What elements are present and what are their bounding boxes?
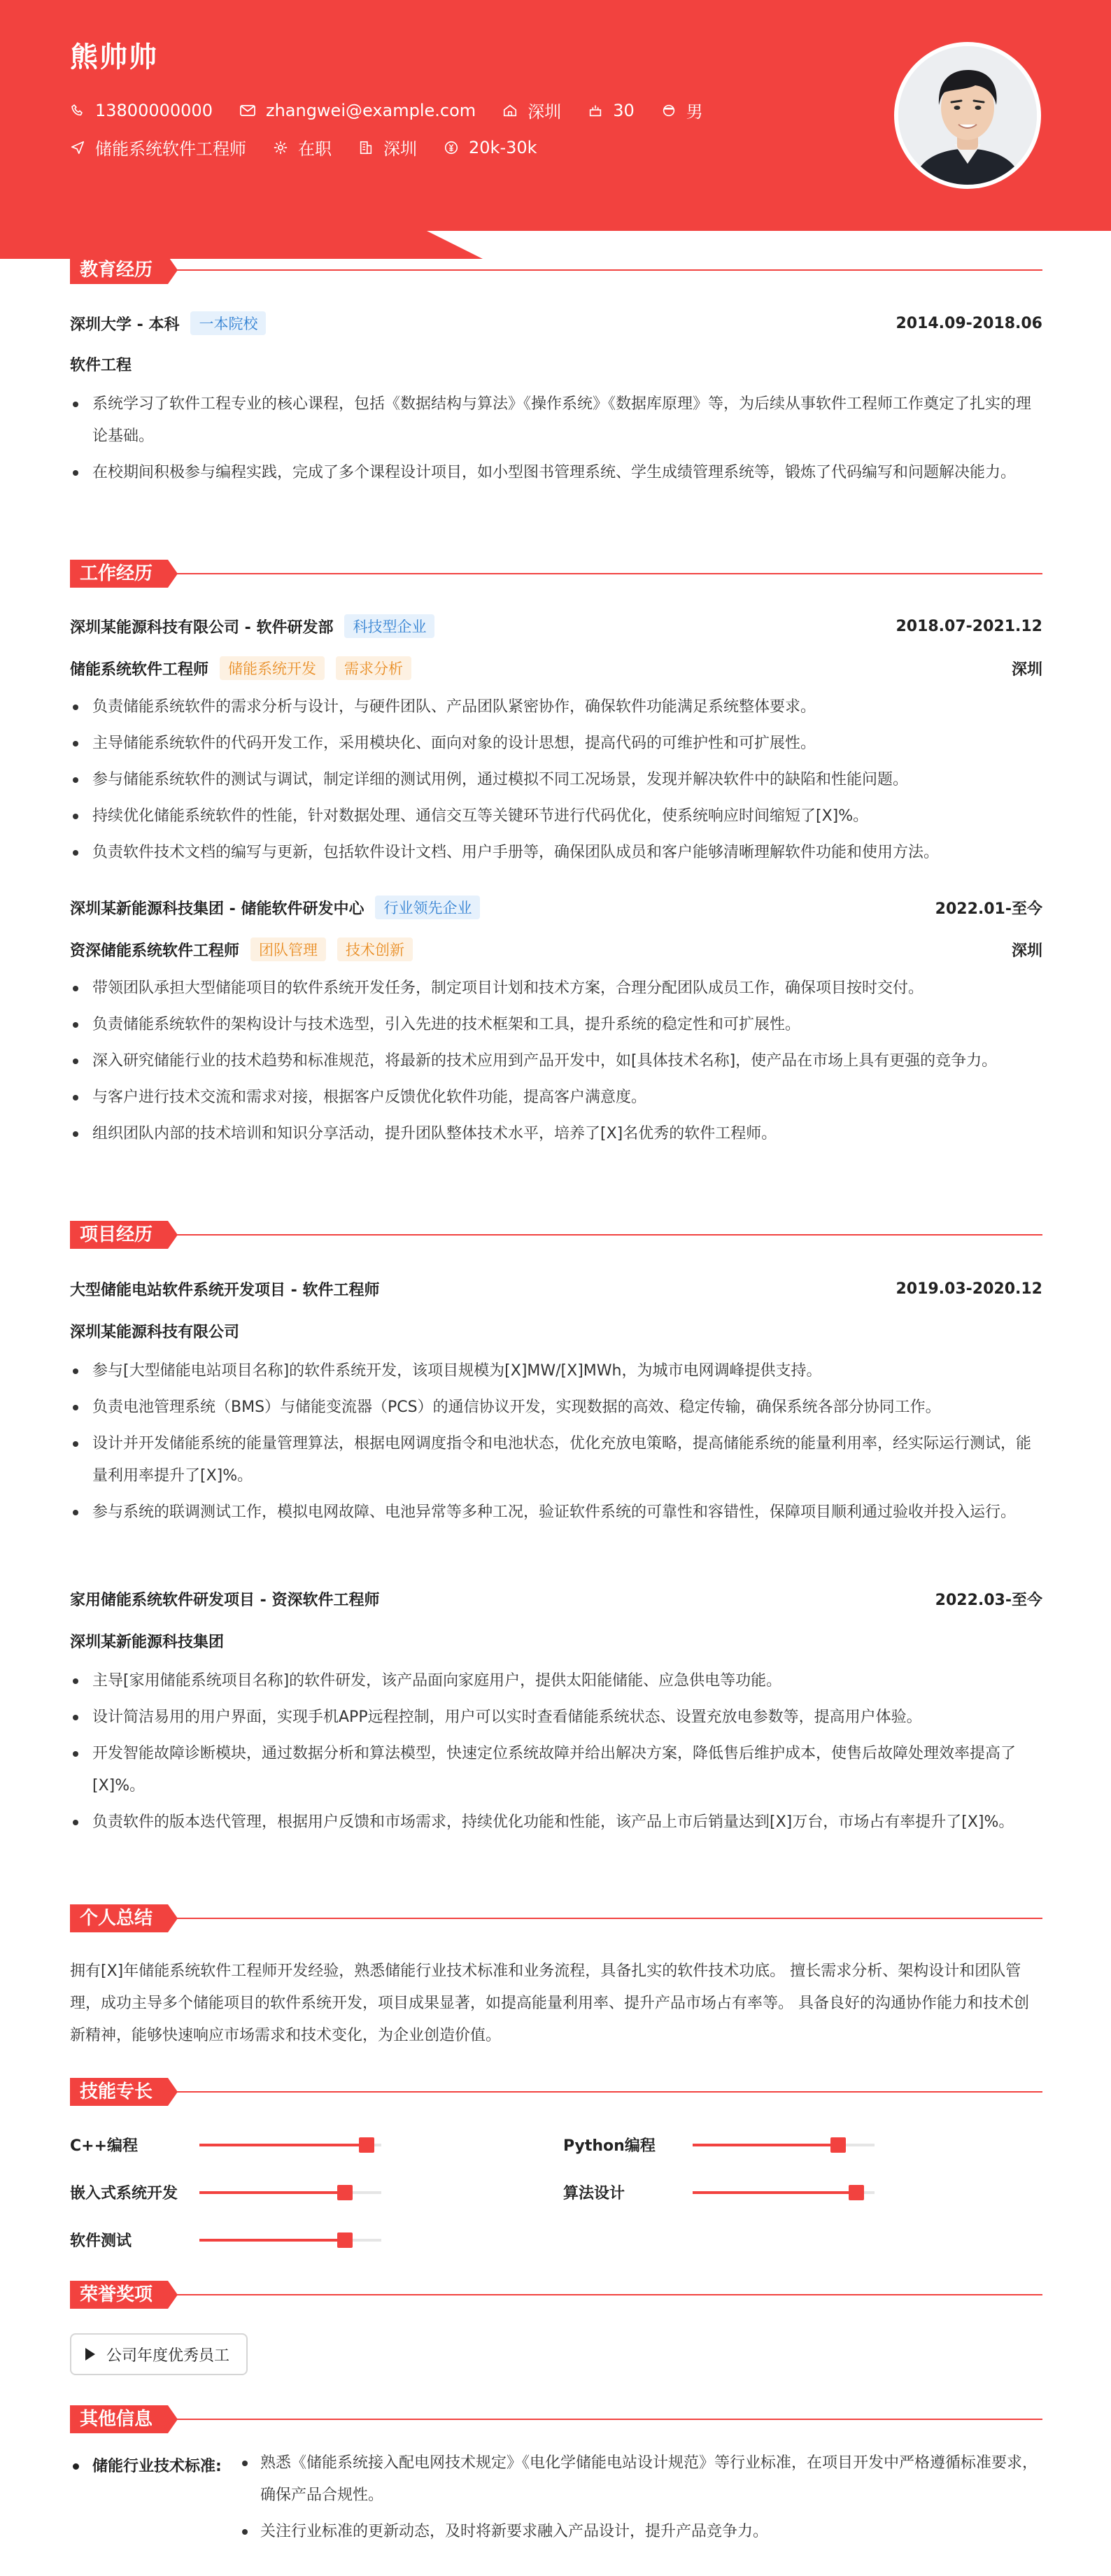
honor-label: 公司年度优秀员工 [106,2347,230,2365]
skill-row [563,2134,875,2156]
role: 储能系统软件工程师 [70,660,209,679]
target-city-text: 深圳 [383,139,417,159]
age-item [588,101,635,120]
list-item: 持续优化储能系统软件的性能，针对数据处理、通信交互等关键环节进行代码优化，使系统响应时间缩短了[X]%。 [70,800,1042,833]
skill-bar-knob [337,2232,353,2248]
role-tag: 储能系统开发 [220,656,325,680]
phone-text: 13800000000 [95,100,213,120]
list-item: 开发智能故障诊断模块，通过数据分析和算法模型，快速定位系统故障并给出解决方案，降低售后维护成本，使售后故障处理效率提高了[X]%。 [70,1738,1042,1802]
list-item: 负责软件技术文档的编写与更新，包括软件设计文档、用户手册等，确保团队成员和客户能够清晰理解软件功能和使用方法。 [70,837,1042,869]
section-divider [175,2091,1042,2093]
skill-label: 软件测试 [70,2232,132,2250]
list-item: 参与储能系统软件的测试与调试，制定详细的测试用例，通过模拟不同工况场景，发现并解决软件中的缺陷和性能问题。 [70,764,1042,796]
project-2-header [70,1588,1042,1610]
work-2-header [70,896,1042,919]
project-1-org-row [70,1320,1042,1342]
city-item [502,98,561,122]
skill-bar-fill [199,2191,345,2194]
project-period: 2019.03-2020.12 [896,1280,1042,1298]
candidate-name: 熊帅帅 [70,41,158,73]
target-city-item [358,135,417,160]
skill-label: Python编程 [563,2137,656,2155]
list-item: 与客户进行技术交流和需求对接，根据客户反馈优化软件功能，提高客户满意度。 [70,1082,1042,1114]
list-item: 负责电池管理系统（BMS）与储能变流器（PCS）的通信协议开发，实现数据的高效、稳定传输，确保系统各部分协同工作。 [70,1392,1042,1424]
project-org: 深圳某能源科技有限公司 [70,1324,240,1341]
list-item: 参与系统的联调测试工作，模拟电网故障、电池异常等多种工况，验证软件系统的可靠性和容错性，保障项目顺利通过验收并投入运行。 [70,1496,1042,1529]
phone-icon [70,103,85,118]
job-intent-row [70,135,564,160]
section-divider [175,1918,1042,1919]
company-tag: 科技型企业 [344,614,434,638]
list-item: 主导[家用储能系统项目名称]的软件研发，该产品面向家庭用户，提供太阳能储能、应急供电等功能。 [70,1665,1042,1697]
honor-item [70,2333,248,2375]
skill-bar [199,2239,381,2242]
section-divider [175,573,1042,574]
play-icon [85,2348,95,2361]
section-divider [175,2294,1042,2295]
list-item: 负责储能系统软件的需求分析与设计，与硬件团队、产品团队紧密协作，确保软件功能满足系统整体要求。 [70,691,1042,723]
work-location: 深圳 [1011,942,1042,960]
school-degree: 深圳大学 - 本科 [70,316,180,334]
education-major-row [70,353,1042,375]
section-skills [70,2078,1042,2106]
email-text: zhangwei@example.com [265,100,476,120]
position-text: 储能系统软件工程师 [95,139,246,159]
money-icon [444,140,459,155]
work-1-header [70,614,1042,638]
skill-bar [693,2144,875,2146]
work-1-bullets [70,691,1042,873]
skill-row [70,2181,381,2203]
list-item: 参与[大型储能电站项目名称]的软件系统开发，该项目规模为[X]MW/[X]MWh，为城市电网调峰提供支持。 [70,1355,1042,1387]
work-1-role-row [70,656,1042,680]
project-1-bullets [70,1355,1042,1533]
project-period: 2022.03-至今 [935,1592,1042,1609]
avatar-photo [898,46,1037,185]
education-bullets [70,388,1042,493]
status-text: 在职 [298,139,332,159]
skill-row [70,2229,381,2251]
resume-header [0,0,1111,259]
list-item: 深入研究储能行业的技术趋势和标准规范，将最新的技术应用到产品开发中，如[具体技术名称]，使产品在市场上具有更强的竞争力。 [70,1045,1042,1077]
skill-bar-knob [359,2137,374,2153]
project-name-role: 大型储能电站软件系统开发项目 - 软件工程师 [70,1282,380,1299]
salary-item [444,138,537,157]
list-item: 在校期间积极参与编程实践，完成了多个课程设计项目，如小型图书管理系统、学生成绩管理系统等，锻炼了代码编写和问题解决能力。 [70,457,1042,489]
summary-text: 拥有[X]年储能系统软件工程师开发经验，熟悉储能行业技术标准和业务流程，具备扎实的软件技术功底。 擅长需求分析、架构设计和团队管理，成功主导多个储能项目的软件系统开发，项目成果显著，如提高能量利用率、提升产品市场占有率等。 具备良好的沟通协作能力和技术创新精神，能够快速响应市场需求和技术变化，为企业创造价值。 [70,1962,1029,2044]
list-item: 带领团队承担大型储能项目的软件系统开发任务，制定项目计划和技术方案，合理分配团队成员工作，确保项目按时交付。 [70,972,1042,1005]
gender-icon [661,103,677,118]
position-item [70,135,246,160]
section-divider [175,2419,1042,2420]
section-title: 教育经历 [70,256,168,284]
skill-row [563,2181,875,2203]
skill-bar-fill [693,2191,856,2194]
section-divider [175,269,1042,271]
skill-label: 算法设计 [563,2185,625,2202]
section-title: 个人总结 [70,1904,168,1932]
project-2-org-row [70,1630,1042,1652]
section-projects [70,1221,1042,1249]
role-tag: 团队管理 [250,937,326,961]
skill-bar-knob [830,2137,846,2153]
skill-bar [693,2191,875,2194]
skill-row [70,2134,381,2156]
list-item: 关注行业标准的更新动态，及时将新要求融入产品设计，提升产品竞争力。 [239,2516,1042,2548]
list-item: 组织团队内部的技术培训和知识分享活动，提升团队整体技术水平，培养了[X]名优秀的软件工程师。 [70,1118,1042,1150]
status-item [273,135,332,160]
company-dept: 深圳某新能源科技集团 - 储能软件研发中心 [70,900,365,918]
section-work [70,560,1042,588]
city-text: 深圳 [528,102,562,122]
list-item: 设计简洁易用的用户界面，实现手机APP远程控制，用户可以实时查看储能系统状态、设置充放电参数等，提高用户体验。 [70,1701,1042,1734]
work-period: 2022.01-至今 [935,900,1042,918]
skill-bar-fill [693,2144,838,2146]
work-2-role-row [70,937,1042,961]
section-honors [70,2281,1042,2309]
skill-bar-knob [849,2185,864,2200]
company-dept: 深圳某能源科技有限公司 - 软件研发部 [70,618,334,637]
skill-bar-knob [337,2185,353,2200]
email-item [239,101,476,120]
skill-bar-fill [199,2144,367,2146]
building-icon [358,140,374,155]
phone-item [70,101,213,120]
work-location: 深圳 [1011,660,1042,679]
section-title: 工作经历 [70,560,168,588]
skill-label: 嵌入式系统开发 [70,2185,178,2202]
skill-bar [199,2191,381,2194]
education-period: 2014.09-2018.06 [896,314,1042,332]
section-education [70,256,1042,284]
section-title: 荣誉奖项 [70,2281,168,2309]
gear-icon [273,140,288,155]
home-icon [502,103,518,118]
section-title: 项目经历 [70,1221,168,1249]
list-item: 系统学习了软件工程专业的核心课程，包括《数据结构与算法》《操作系统》《数据库原理》等，为后续从事软件工程师工作奠定了扎实的理论基础。 [70,388,1042,453]
skill-bar [199,2144,381,2146]
list-item: 设计并开发储能系统的能量管理算法，根据电网调度指令和电池状态，优化充放电策略，提高储能系统的能量利用率，经实际运行测试，能量利用率提升了[X]%。 [70,1428,1042,1492]
list-item: 负责软件的版本迭代管理，根据用户反馈和市场需求，持续优化功能和性能，该产品上市后销量达到[X]万台，市场占有率提升了[X]%。 [70,1806,1042,1839]
age-text: 30 [613,100,635,120]
project-org: 深圳某新能源科技集团 [70,1634,225,1651]
company-tag: 行业领先企业 [375,896,480,919]
section-divider [175,1234,1042,1236]
avatar [894,42,1041,189]
work-2-bullets [70,972,1042,1154]
section-summary [70,1904,1042,1932]
school-tag: 一本院校 [190,311,266,335]
role: 资深储能系统软件工程师 [70,942,240,960]
role-tag: 技术创新 [337,937,413,961]
project-name-role: 家用储能系统软件研发项目 - 资深软件工程师 [70,1592,380,1609]
other-list [239,2447,1042,2552]
salary-text: 20k-30k [469,137,537,157]
list-item: 主导储能系统软件的代码开发工作，采用模块化、面向对象的设计思想，提高代码的可维护性和可扩展性。 [70,728,1042,760]
list-item: 负责储能系统软件的架构设计与技术选型，引入先进的技术框架和工具，提升系统的稳定性和可扩展性。 [70,1009,1042,1041]
project-2-bullets [70,1665,1042,1843]
mail-icon [239,104,256,118]
list-item: 熟悉《储能系统接入配电网技术规定》《电化学储能电站设计规范》等行业标准，在项目开发中严格遵循标准要求，确保产品合规性。 [239,2447,1042,2512]
other-label: 储能行业技术标准: [70,2454,222,2476]
age-icon [588,103,603,118]
section-other [70,2405,1042,2433]
education-header [70,311,1042,335]
section-title: 其他信息 [70,2405,168,2433]
send-icon [70,140,85,155]
section-title: 技能专长 [70,2078,168,2106]
role-tag: 需求分析 [336,656,411,680]
work-period: 2018.07-2021.12 [896,617,1042,635]
gender-text: 男 [686,102,703,122]
skill-bar-fill [199,2239,345,2242]
contact-row [70,98,730,122]
skill-label: C++编程 [70,2137,139,2155]
gender-item [661,98,703,122]
project-1-header [70,1278,1042,1300]
major: 软件工程 [70,357,132,374]
